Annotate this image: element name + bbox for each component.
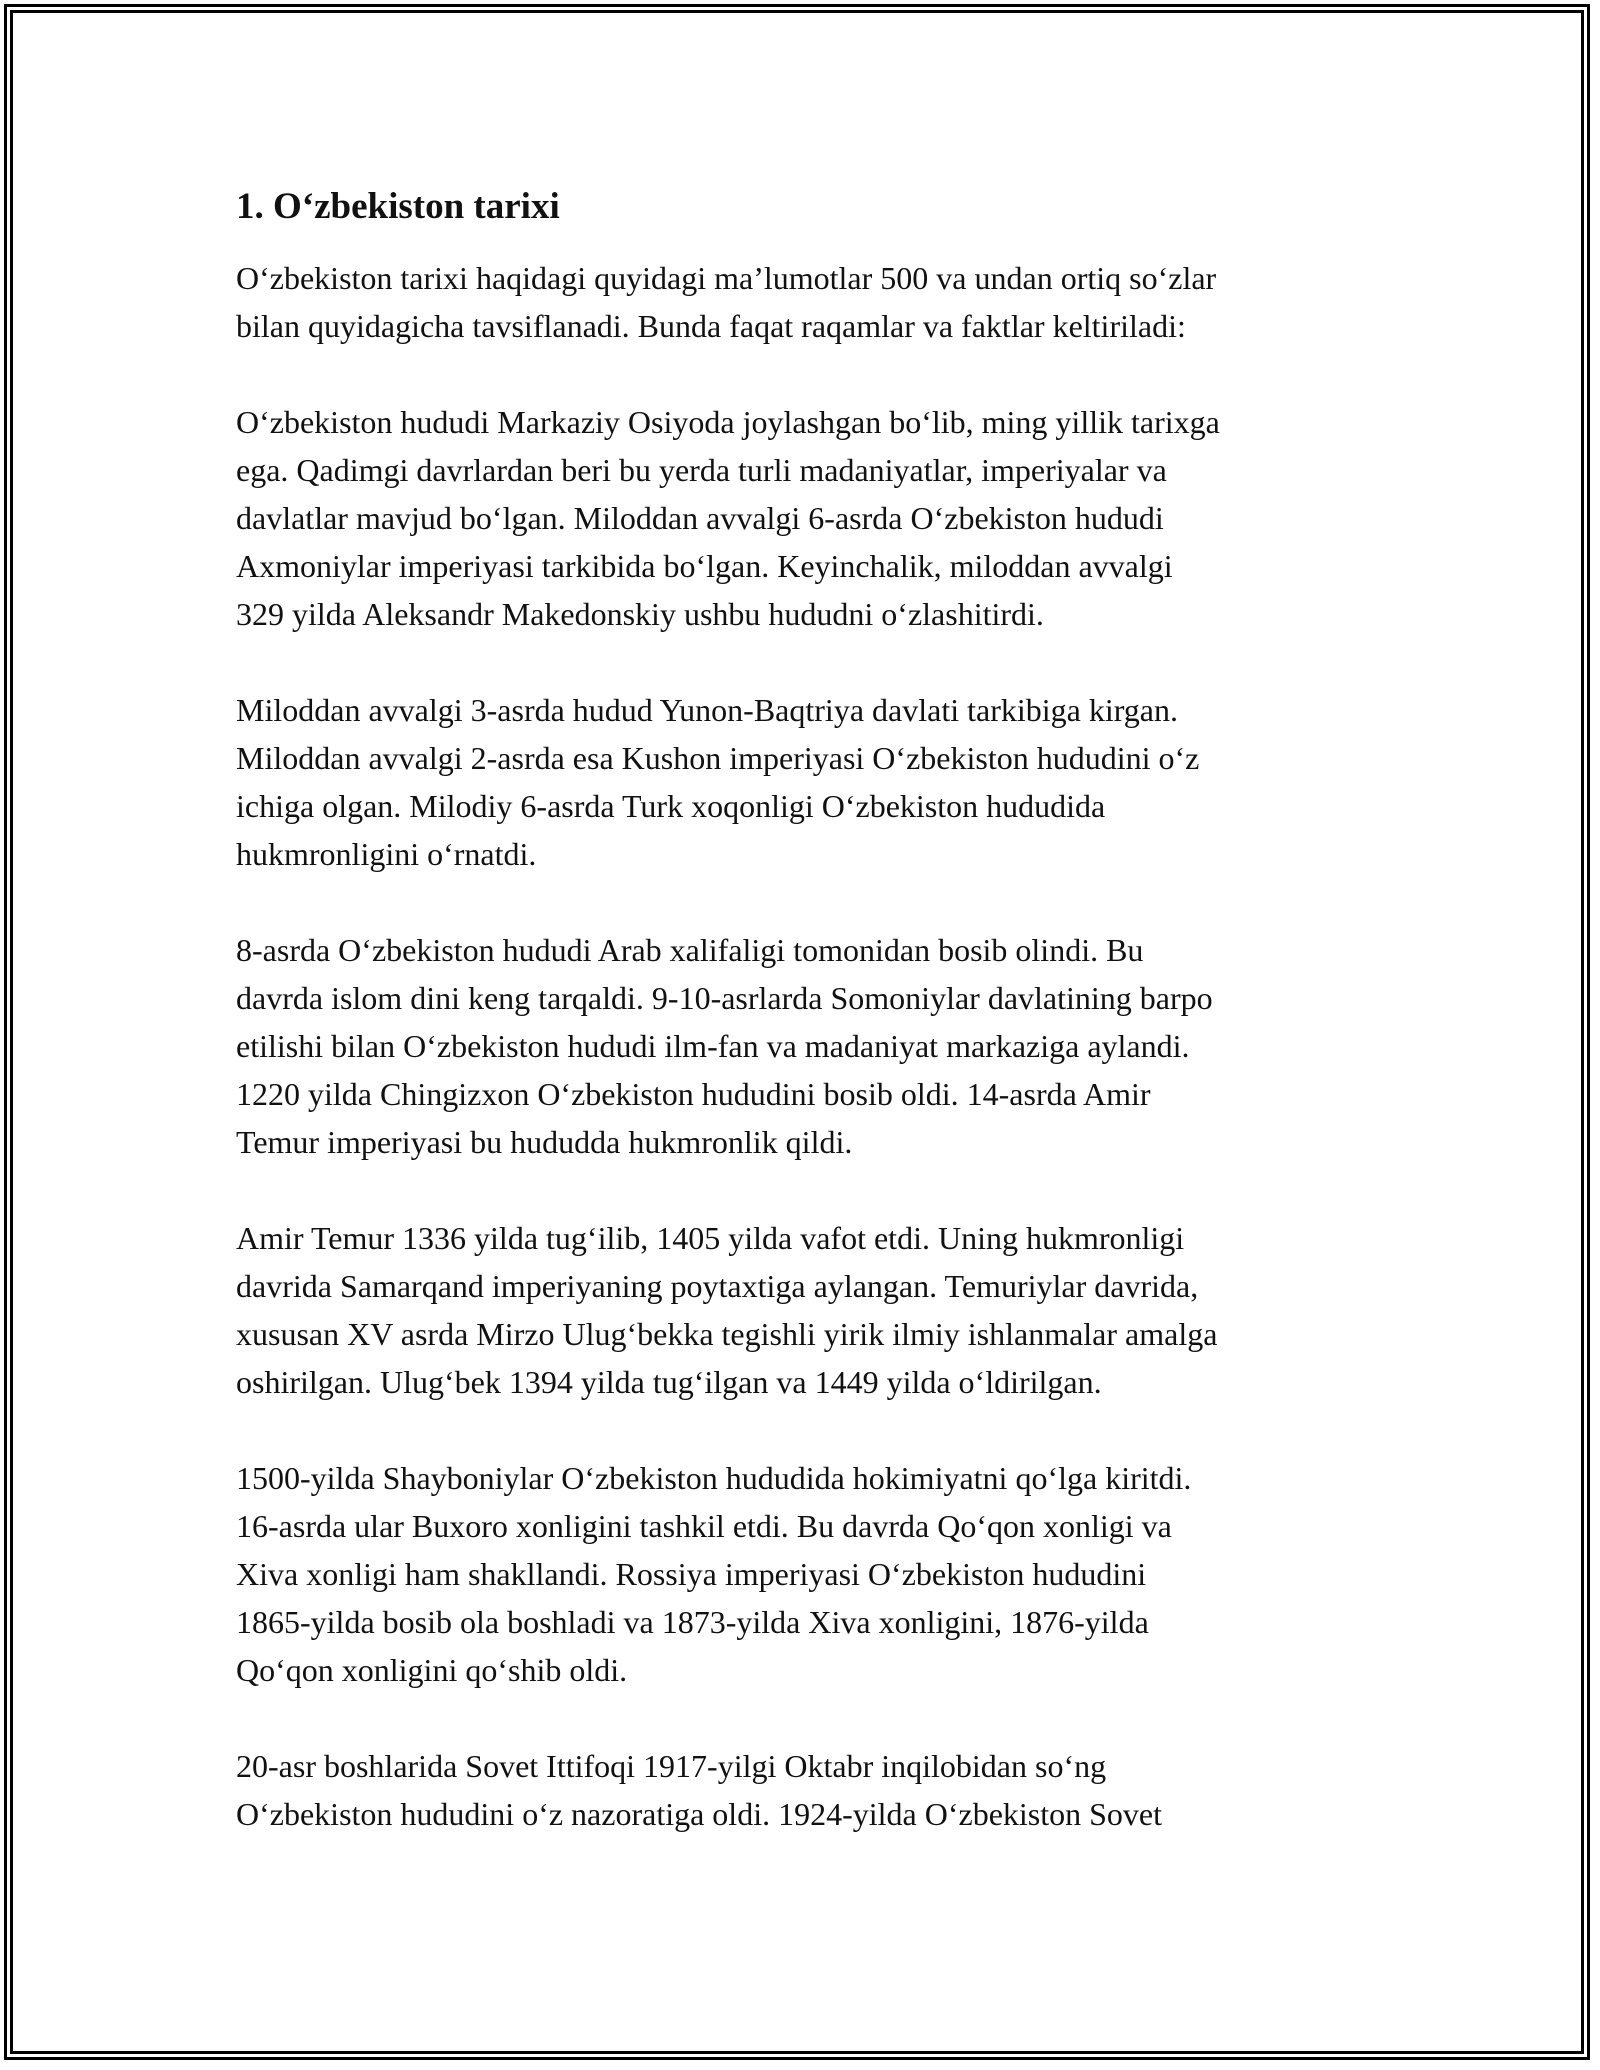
paragraph-shaybanid-russia: 1500-yilda Shayboniylar O‘zbekiston hududida hokimiyatni qo‘lga kiritdi. 16-asrda ular Buxoro xonligini tashkil etdi. Bu davrda Qo‘qon xonligi va Xiva xonligi ham shakllandi. Rossiya imperiyasi O‘zbekiston hududini 1865-yilda bosib ola boshladi va 1873-yilda Xiva xonligini, 1876-yilda Qo‘qon xonligini qo‘shib oldi. [236,1460,1192,1689]
paragraph-arab-samanid: 8-asrda O‘zbekiston hududi Arab xalifaligi tomonidan bosib olindi. Bu davrda islom dini keng tarqaldi. 9-10-asrlarda Somoniylar davlatining barpo etilishi bilan O‘zbekiston hududi ilm-fan va madaniyat markaziga aylandi. 1220 yilda Chingizxon O‘zbekiston hududini bosib oldi. 14-asrda Amir Temur imperiyasi bu hududda hukmronlik qildi. [236,932,1213,1161]
section-heading: 1. O‘zbekiston tarixi [236,186,560,227]
paragraph-timur: Amir Temur 1336 yilda tug‘ilib, 1405 yilda vafot etdi. Uning hukmronligi davrida Samarqand imperiyaning poytaxtiga aylangan. Temuriylar davrida, xususan XV asrda Mirzo Ulug‘bekka tegishli yirik ilmiy ishlanmalar amalga oshirilgan. Ulug‘bek 1394 yilda tug‘ilgan va 1449 yilda o‘ldirilgan. [236,1220,1218,1401]
document-body [236,185,1376,1886]
paragraph-soviet: 20-asr boshlarida Sovet Ittifoqi 1917-yilgi Oktabr inqilobidan so‘ng O‘zbekiston hududini o‘z nazoratiga oldi. 1924-yilda O‘zbekiston Sovet [236,1748,1163,1833]
paragraph-intro: O‘zbekiston tarixi haqidagi quyidagi ma’lumotlar 500 va undan ortiq so‘zlar bilan quyidagicha tavsiflanadi. Bunda faqat raqamlar va faktlar keltiriladi: [236,260,1217,345]
paragraph-bactria-kushan: Miloddan avvalgi 3-asrda hudud Yunon-Baqtriya davlati tarkibiga kirgan. Miloddan avvalgi 2-asrda esa Kushon imperiyasi O‘zbekiston hududini o‘z ichiga olgan. Milodiy 6-asrda Turk xoqonligi O‘zbekiston hududida hukmronligini o‘rnatdi. [236,692,1200,873]
paragraph-ancient: O‘zbekiston hududi Markaziy Osiyoda joylashgan bo‘lib, ming yillik tarixga ega. Qadimgi davrlardan beri bu yerda turli madaniyatlar, imperiyalar va davlatlar mavjud bo‘lgan. Miloddan avvalgi 6-asrda O‘zbekiston hududi Axmoniylar imperiyasi tarkibida bo‘lgan. Keyinchalik, miloddan avvalgi 329 yilda Aleksandr Makedonskiy ushbu hududni o‘zlashitirdi. [236,404,1220,633]
